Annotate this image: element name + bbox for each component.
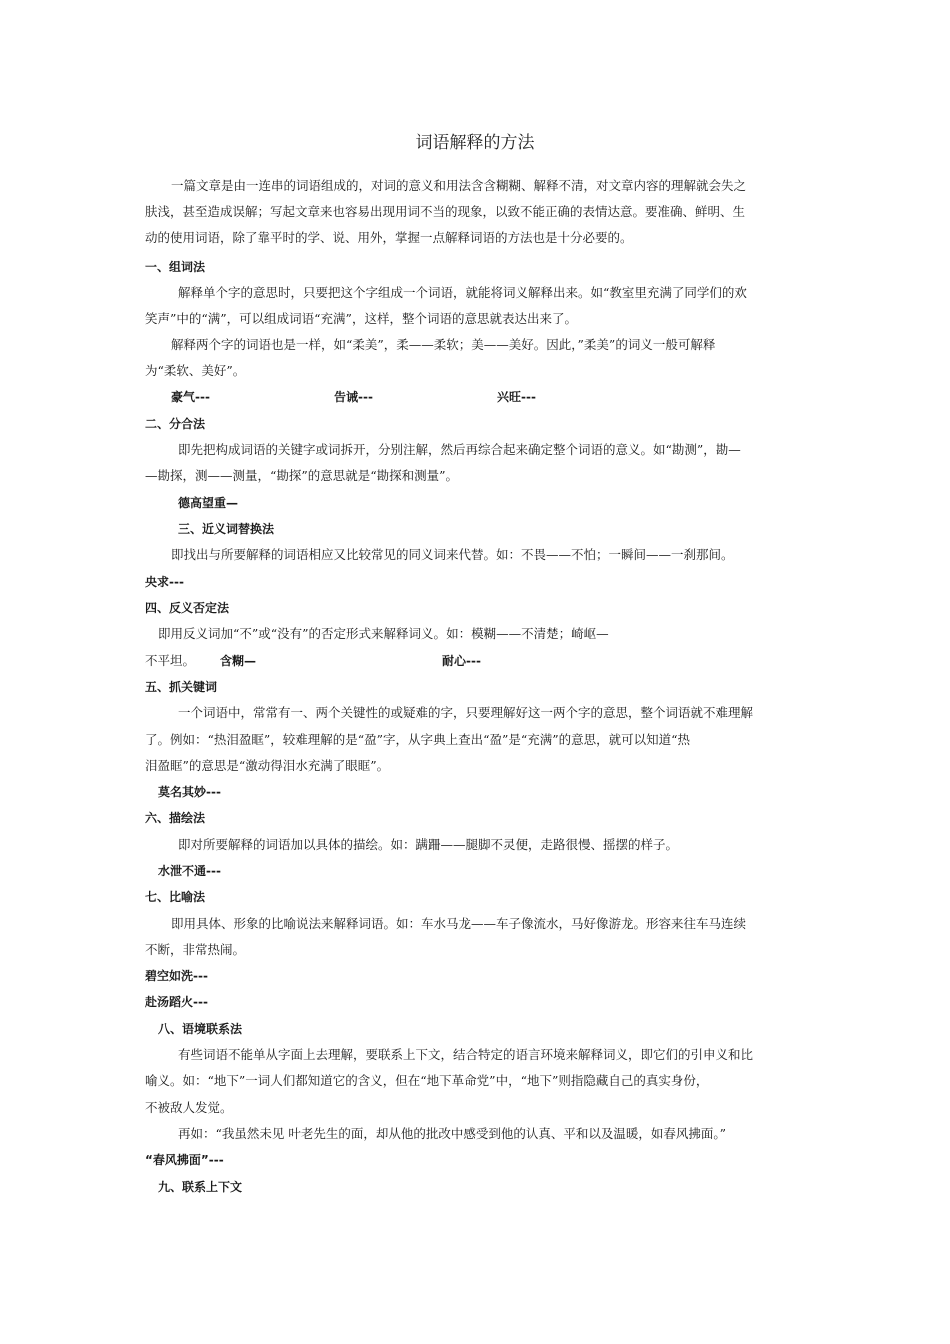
paragraph-line: 喻义。如：“地下”一词人们都知道它的含义，但在“地下革命党”中，“地下”则指隐藏自己的真实身份，: [145, 1073, 709, 1088]
paragraph-line: —勘探，测——测量，“勘探”的意思就是“勘探和测量”。: [145, 468, 459, 483]
paragraph-line: 再如：“我虽然未见 叶老先生的面，却从他的批改中感受到他的认真、平和以及温暖，如春风拂面。”: [178, 1126, 727, 1141]
intro-line: 肤浅，甚至造成误解；写起文章来也容易出现用词不当的现象，以致不能正确的表情达意。要准确、鲜明、生: [145, 204, 746, 219]
paragraph-line: 一个词语中，常常有一、两个关键性的或疑难的字，只要理解好这一两个字的意思，整个词语就不难理解: [178, 705, 754, 720]
section-heading: 八、语境联系法: [158, 1022, 243, 1036]
paragraph-line: 即对所要解释的词语加以具体的描绘。如：蹒跚——腿脚不灵便，走路很慢、摇摆的样子。: [178, 837, 679, 852]
exercise-item: 水泄不通---: [158, 864, 221, 878]
section-heading: 四、反义否定法: [145, 601, 230, 615]
exercise-item: 德高望重—: [178, 496, 239, 510]
paragraph-line: 笑声”中的“满”，可以组成词语“充满”，这样，整个词语的意思就表达出来了。: [145, 311, 577, 326]
section-heading: 九、联系上下文: [158, 1180, 243, 1194]
exercise-item: 碧空如洗---: [145, 969, 208, 983]
paragraph-line: 不断，非常热闹。: [145, 942, 246, 957]
exercise-item: 含糊—: [220, 654, 257, 668]
paragraph-line: 解释单个字的意思时，只要把这个字组成一个词语，就能将词义解释出来。如“教室里充满了同学们的欢: [178, 285, 747, 300]
intro-line: 动的使用词语，除了靠平时的学、说、用外，掌握一点解释词语的方法也是十分必要的。: [145, 230, 633, 245]
paragraph-line: 了。例如：“热泪盈眶”，较难理解的是“盈”字，从字典上查出“盈”是“充满”的意思，就可以知道“热: [145, 732, 691, 747]
exercise-item: 赴汤蹈火---: [145, 995, 208, 1009]
paragraph-line: 不平坦。: [145, 653, 196, 668]
exercise-item: 豪气---: [171, 390, 210, 404]
exercise-item: 耐心---: [442, 654, 481, 668]
exercise-item: 兴旺---: [497, 390, 536, 404]
section-heading: 六、描绘法: [145, 811, 206, 825]
exercise-item: 告诫---: [334, 390, 373, 404]
section-heading: 三、近义词替换法: [178, 522, 275, 536]
paragraph-line: 为“柔软、美好”。: [145, 363, 246, 378]
paragraph-line: 即找出与所要解释的词语相应又比较常见的同义词来代替。如：不畏——不怕；一瞬间——一刹那间。: [171, 547, 734, 562]
exercise-item: 央求---: [145, 575, 184, 589]
exercise-item: “春风拂面”---: [145, 1153, 224, 1167]
paragraph-line: 即用反义词加“不”或“没有”的否定形式来解释词义。如：模糊——不清楚；崎岖—: [158, 626, 609, 641]
paragraph-line: 即用具体、形象的比喻说法来解释词语。如：车水马龙——车子像流水，马好像游龙。形容来往车马连续: [171, 916, 747, 931]
paragraph-line: 不被敌人发觉。: [145, 1100, 233, 1115]
intro-line: 一篇文章是由一连串的词语组成的，对词的意义和用法含含糊糊、解释不清，对文章内容的理解就会失之: [171, 178, 747, 193]
section-heading: 七、比喻法: [145, 890, 206, 904]
section-heading: 一、组词法: [145, 260, 206, 274]
section-heading: 五、抓关键词: [145, 680, 218, 694]
paragraph-line: 泪盈眶”的意思是“激动得泪水充满了眼眶”。: [145, 758, 390, 773]
section-heading: 二、分合法: [145, 417, 206, 431]
paragraph-line: 有些词语不能单从字面上去理解，要联系上下文，结合特定的语言环境来解释词义，即它们的引申义和比: [178, 1047, 754, 1062]
page-title: 词语解释的方法: [415, 133, 535, 153]
paragraph-line: 解释两个字的词语也是一样，如“柔美”，柔——柔软；美——美好。因此，”柔美”的词义一般可解释: [171, 337, 716, 352]
paragraph-line: 即先把构成词语的关键字或词拆开，分别注解，然后再综合起来确定整个词语的意义。如“勘测”，勘—: [178, 442, 741, 457]
exercise-item: 莫名其妙---: [158, 785, 221, 799]
